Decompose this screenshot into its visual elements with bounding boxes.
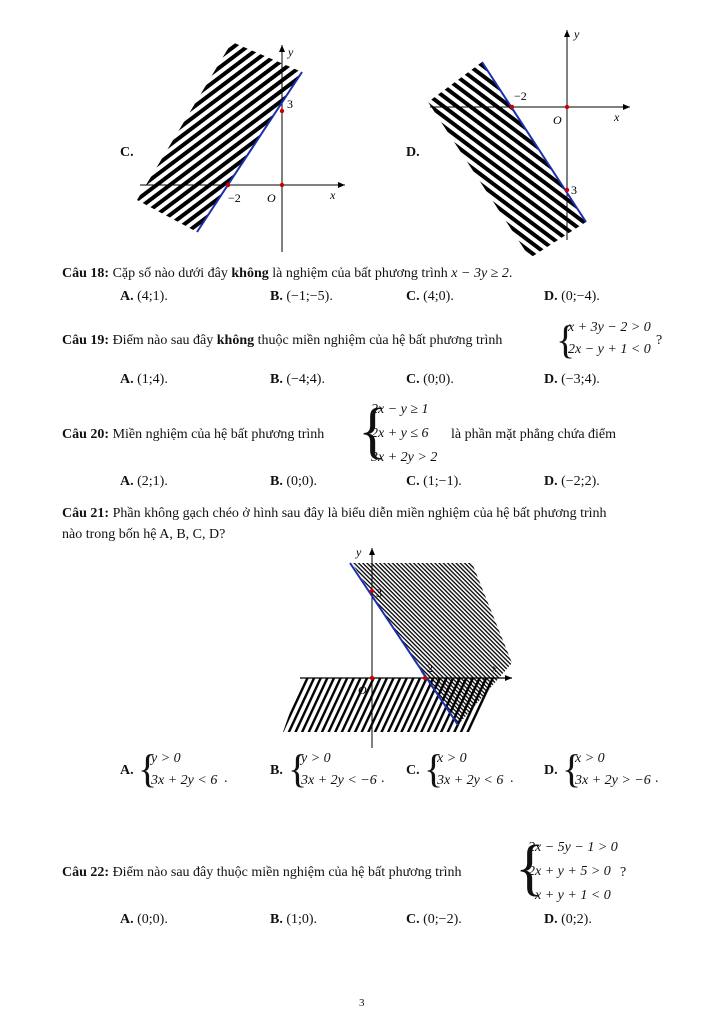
- figure-d-label: D.: [406, 145, 420, 160]
- q19-number: Câu 19:: [62, 333, 110, 348]
- q22-end: ?: [620, 865, 627, 880]
- q19-system-line-2: 2x − y + 1 < 0: [568, 342, 651, 357]
- q21-number: Câu 21:: [62, 506, 110, 521]
- q22-system-line-2: 2x + y + 5 > 0: [528, 864, 611, 879]
- q19-end: ?: [656, 333, 663, 348]
- q22-option-b[interactable]: B. (1;0).: [270, 912, 318, 927]
- q20-option-b[interactable]: B. (0;0).: [270, 474, 318, 489]
- q20-brace: {: [358, 397, 388, 465]
- q19-option-c[interactable]: C. (0;0).: [406, 372, 454, 387]
- q22-option-c[interactable]: C. (0;−2).: [406, 912, 462, 927]
- q18-option-a[interactable]: A. (4;1).: [120, 289, 168, 304]
- q22-option-a[interactable]: A. (0;0).: [120, 912, 168, 927]
- q21-text-line-2: nào trong bốn hệ A, B, C, D?: [62, 527, 226, 542]
- figure-c-axis-x: x: [330, 188, 336, 202]
- q19-option-a[interactable]: A. (1;4).: [120, 372, 168, 387]
- figure-c-tick-y: 3: [287, 97, 293, 111]
- q20-option-d[interactable]: D. (−2;2).: [544, 474, 600, 489]
- figure-d-origin: O: [553, 113, 562, 127]
- q18-text-post: là nghiệm của bất phương trình: [272, 266, 448, 281]
- q19-text-post: thuộc miền nghiệm của hệ bất phương trình: [257, 333, 503, 348]
- q18-option-c[interactable]: C. (4;0).: [406, 289, 454, 304]
- figure-d-axis-x: x: [614, 110, 620, 124]
- q18-expression: x − 3y ≥ 2: [451, 266, 509, 281]
- q20-text-pre: Miền nghiệm của hệ bất phương trình: [112, 427, 325, 442]
- q18-emphasis: không: [231, 266, 269, 281]
- q21-figure-axis-x: x: [492, 661, 498, 675]
- q19-system-line-1: x + 3y − 2 > 0: [568, 320, 651, 335]
- q20-text-post: là phần mặt phẳng chứa điểm: [451, 427, 617, 442]
- figure-c-tick-x: −2: [228, 191, 241, 205]
- figure-c-label: C.: [120, 145, 134, 160]
- q18-option-d[interactable]: D. (0;−4).: [544, 289, 600, 304]
- figure-c-origin: O: [267, 191, 276, 205]
- question-22: [62, 865, 462, 881]
- q22-system-line-3: x + y + 1 < 0: [535, 888, 611, 903]
- q21-figure-tick-y: 3: [376, 586, 382, 600]
- q20-system-line-3: 3x + 2y > 2: [371, 450, 438, 465]
- q22-text-pre: Điểm nào sau đây thuộc miền nghiệm của hệ bất phương trình: [112, 865, 462, 880]
- q21-figure-origin: O: [358, 683, 367, 697]
- figure-d-tick-x: −2: [514, 89, 527, 103]
- q20-option-c[interactable]: C. (1;−1).: [406, 474, 462, 489]
- figure-d-tick-y: 3: [571, 183, 577, 197]
- q19-option-d[interactable]: D. (−3;4).: [544, 372, 600, 387]
- q19-brace: {: [556, 317, 576, 362]
- q18-option-b[interactable]: B. (−1;−5).: [270, 289, 333, 304]
- q21-coarse-hatched-region: [283, 678, 498, 732]
- q19-option-b[interactable]: B. (−4;4).: [270, 372, 325, 387]
- q22-system-line-1: 2x − 5y − 1 > 0: [528, 840, 618, 855]
- q19-text-pre: Điểm nào sau đây: [112, 333, 214, 348]
- page-number: 3: [359, 997, 365, 1009]
- q21-figure-axis-y: y: [356, 545, 362, 559]
- q20-system-line-2: 2x + y ≤ 6: [371, 426, 429, 441]
- q20-number: Câu 20:: [62, 427, 110, 442]
- q22-option-d[interactable]: D. (0;2).: [544, 912, 592, 927]
- q20-option-a[interactable]: A. (2;1).: [120, 474, 168, 489]
- q19-emphasis: không: [216, 333, 255, 348]
- q22-brace: {: [515, 834, 545, 902]
- q18-end: .: [508, 266, 513, 281]
- q21-text-line-1: Phần không gạch chéo ở hình sau đây là biểu diễn miền nghiệm của hệ bất phương trình: [112, 506, 607, 521]
- figure-d-axis-y: y: [574, 27, 580, 41]
- q21-figure-tick-x: 2: [427, 661, 433, 675]
- figure-c-axis-y: y: [288, 45, 294, 59]
- q18-number: Câu 18:: [62, 266, 110, 281]
- q18-text-pre: Cặp số nào dưới đây: [112, 266, 228, 281]
- q20-system-line-1: 2x − y ≥ 1: [371, 402, 429, 417]
- q22-number: Câu 22:: [62, 865, 110, 880]
